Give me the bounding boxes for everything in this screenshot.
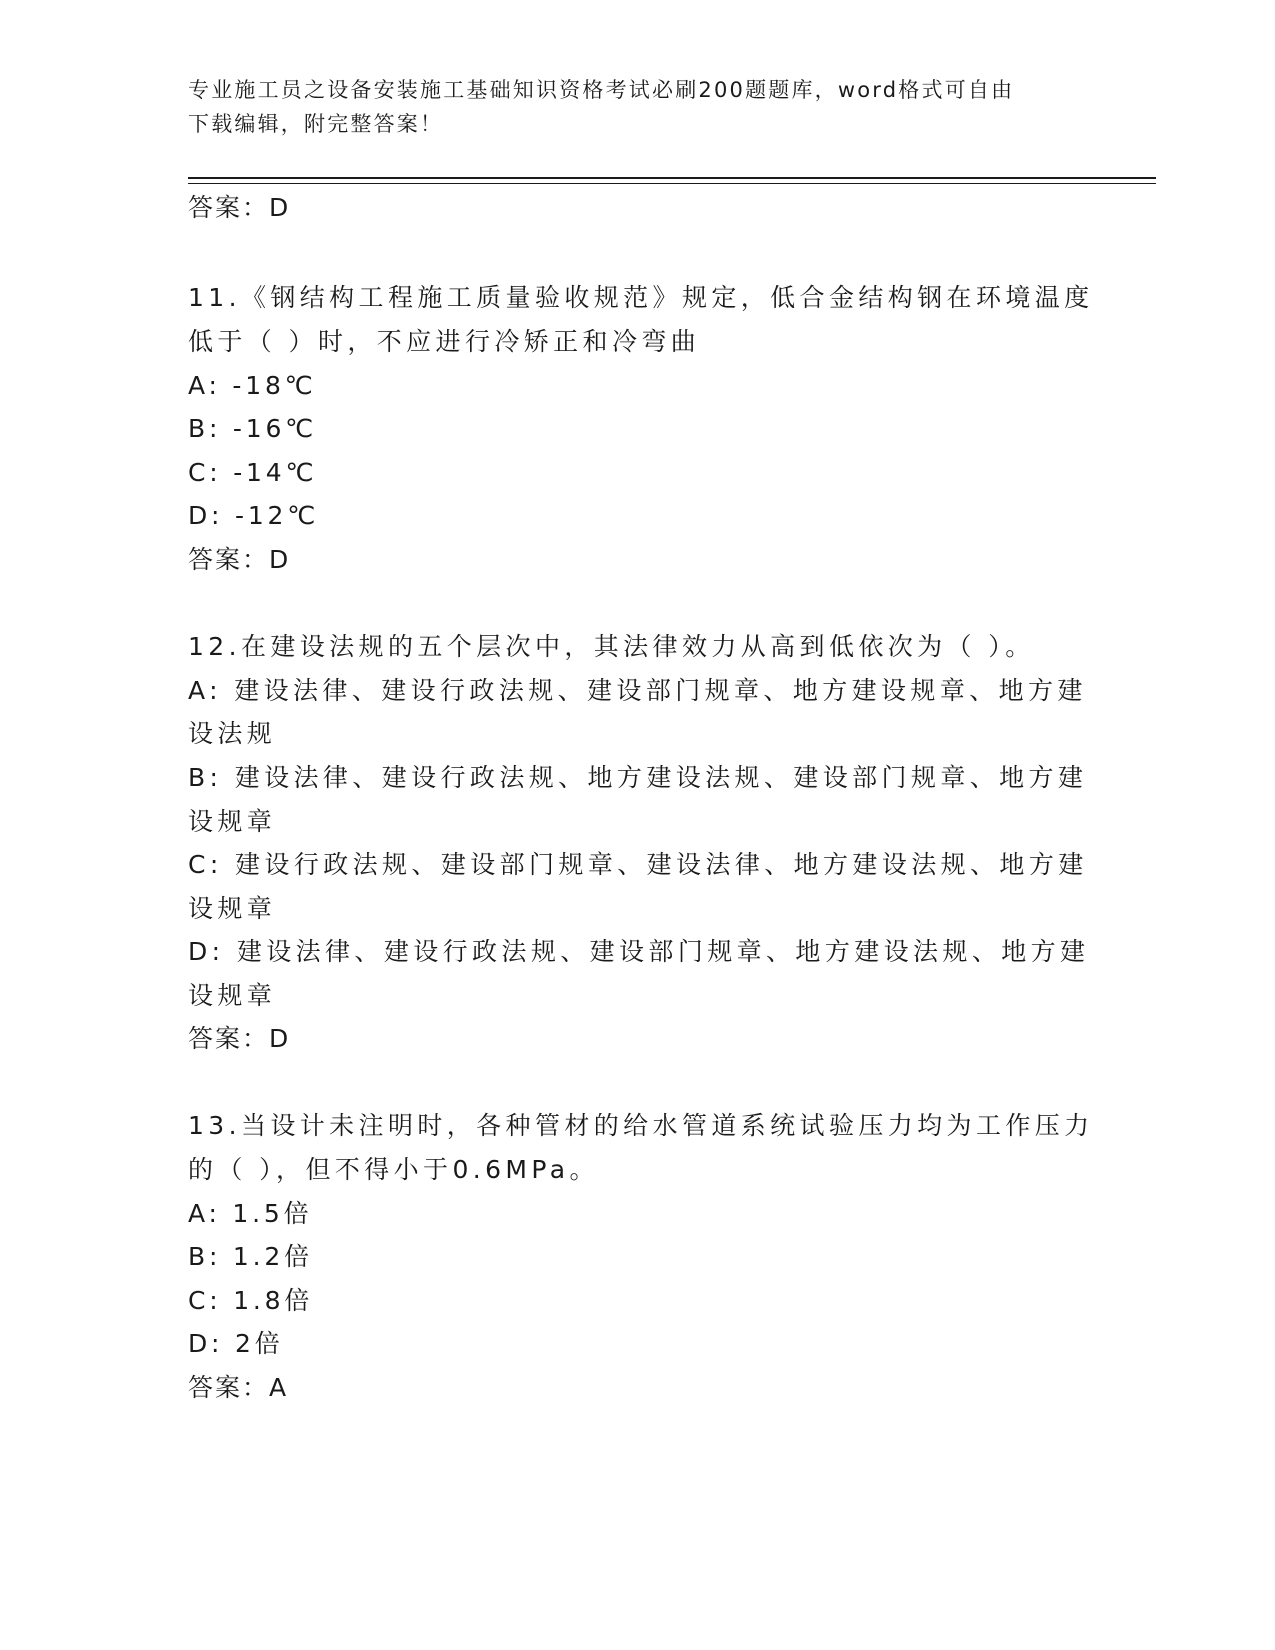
header-rule-thick [188, 177, 1156, 179]
question-11-stem-line-2: 低于（ ）时，不应进行冷矫正和冷弯曲 [188, 327, 701, 356]
question-12-option-a-line-1: A: 建设法律、建设行政法规、建设部门规章、地方建设规章、地方建 [188, 676, 1087, 705]
question-12-option-b-line-1: B: 建设法律、建设行政法规、地方建设法规、建设部门规章、地方建 [188, 763, 1088, 792]
document-header [188, 73, 1088, 141]
question-12-option-c-line-2: 设规章 [188, 894, 277, 923]
header-rule-thin [188, 183, 1156, 184]
question-13-option-c: C: 1.8倍 [188, 1286, 314, 1315]
question-12-option-b-line-2: 设规章 [188, 807, 277, 836]
question-11-option-b: B: -16℃ [188, 414, 318, 443]
question-12-option-a-line-2: 设法规 [188, 719, 277, 748]
question-12-answer: 答案：D [188, 1024, 291, 1053]
question-11-answer: 答案：D [188, 545, 291, 574]
question-12-option-d-line-1: D: 建设法律、建设行政法规、建设部门规章、地方建设法规、地方建 [188, 937, 1090, 966]
header-line-1: 专业施工员之设备安装施工基础知识资格考试必刷200题题库，word格式可自由 [188, 78, 1015, 102]
question-11-option-c: C: -14℃ [188, 458, 318, 487]
question-11-option-a: A: -18℃ [188, 371, 317, 400]
question-13-answer: 答案：A [188, 1373, 289, 1402]
question-12-stem-line-1: 12.在建设法规的五个层次中，其法律效力从高到低依次为（ ）。 [188, 632, 1035, 661]
question-13-option-b: B: 1.2倍 [188, 1242, 313, 1271]
question-13-stem-line-1: 13.当设计未注明时，各种管材的给水管道系统试验压力均为工作压力 [188, 1111, 1094, 1140]
question-13-stem-line-2: 的（ ），但不得小于0.6MPa。 [188, 1155, 599, 1184]
answer-previous: 答案：D [188, 193, 291, 222]
header-line-2: 下载编辑，附完整答案！ [188, 112, 444, 136]
question-11-stem-line-1: 11.《钢结构工程施工质量验收规范》规定，低合金结构钢在环境温度 [188, 283, 1094, 312]
question-11-option-d: D: -12℃ [188, 501, 320, 530]
question-13-option-a: A: 1.5倍 [188, 1199, 313, 1228]
question-12-option-d-line-2: 设规章 [188, 981, 277, 1010]
question-12-option-c-line-1: C: 建设行政法规、建设部门规章、建设法律、地方建设法规、地方建 [188, 850, 1088, 879]
question-13-option-d: D: 2倍 [188, 1329, 284, 1358]
